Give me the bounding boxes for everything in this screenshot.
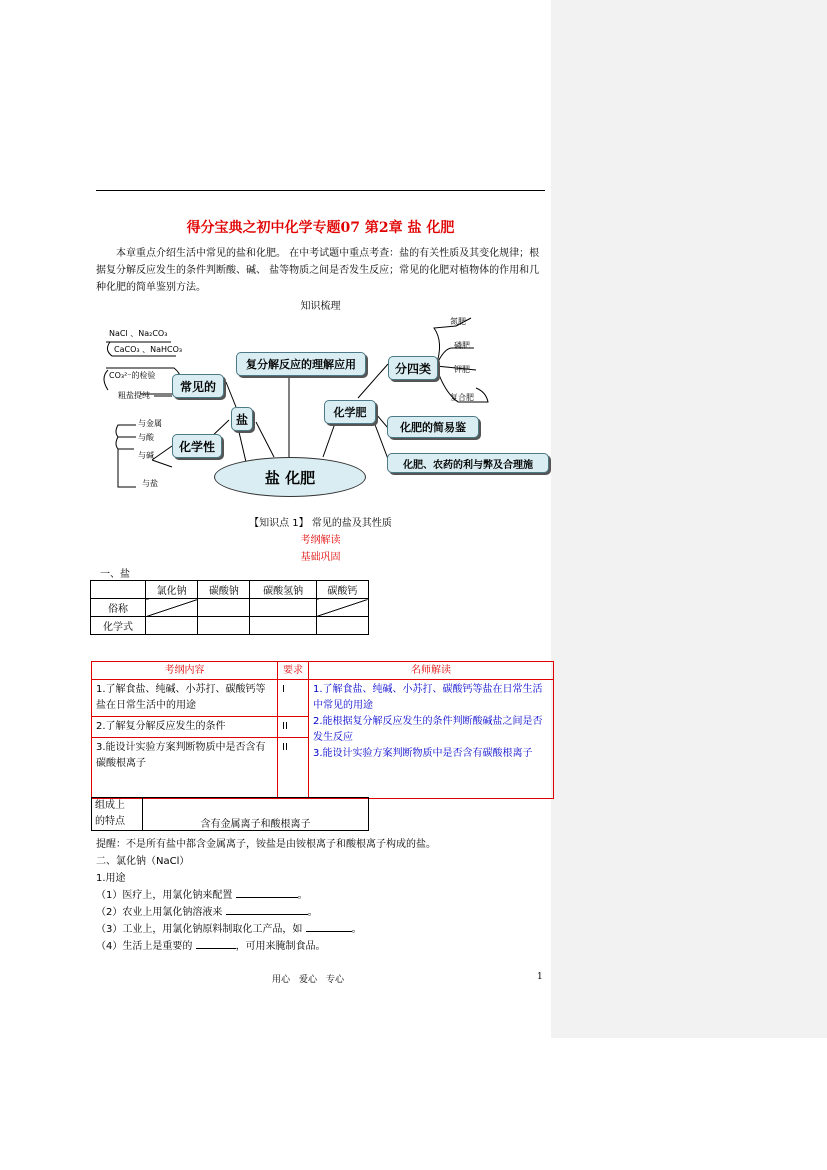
section-two: 二、氯化钠（NaCl） [96,856,190,867]
intro-paragraph [96,245,548,296]
blank-field[interactable] [306,921,352,932]
use-3-end: 。 [351,924,362,935]
kp1-heading: 【知识点 1】 常见的盐及其性质 [249,518,392,529]
section-one: 一、盐 [100,569,130,580]
intro-text: 本章重点介绍生活中常见的盐和化肥。 在中考试题中重点考查：盐的有关性质及其变化规律；根据复分解反应发生的条件判断酸、碱、 盐等物质之间是否发生反应；常见的化肥对植物体的作用和几种化肥的简单鉴别方法。 [96,248,540,293]
use-3 [96,920,362,935]
fujie-box: 复分解反应的理解应用 [236,352,366,376]
note-1: 1.了解食盐、纯碱、小苏打、碳酸钙等盐在日常生活中常见的用途 [313,684,543,711]
outline-content: 1.了解食盐、纯碱、小苏打、碳酸钙等盐在日常生活中的用途 [92,680,278,717]
table-row [91,617,369,635]
table-header: 氯化钠 [146,581,198,599]
table-cell [250,617,316,635]
tip-text: 提醒：不是所有盐中都含金属离子，铵盐是由铵根离子和酸根离子构成的盐。 [96,839,436,850]
section-title: 知识梳理 [300,301,341,312]
header-rule [96,190,545,191]
use-4 [96,937,326,952]
table-row [92,662,554,680]
table-cell [146,599,198,617]
prop-base: 与碱 [138,451,154,460]
page-number: 1 [537,972,543,982]
outline-content: 2.了解复分解反应发生的条件 [92,717,278,738]
table-header: 碳酸氢钠 [250,581,316,599]
mind-map [96,312,556,502]
jianbie-box: 化肥的简易鉴 [387,416,479,438]
prop-metal: 与金属 [138,419,162,428]
use-4-text: （4）生活上是重要的 [96,941,193,952]
outline-req: II [278,738,309,799]
fert-k: 钾肥 [454,365,470,374]
fert-p: 磷肥 [454,341,470,350]
blank-field[interactable] [236,887,298,898]
caco3-label: CaCO₃ 、NaHCO₃ [114,345,183,354]
use-1-text: （1）医疗上，用氯化钠来配置 [96,890,233,901]
table-header: 碳酸钠 [198,581,250,599]
composition-label [92,798,143,831]
table-cell [91,581,146,599]
center-ellipse: 盐 化肥 [214,457,366,497]
table-cell [316,599,368,617]
table-cell [316,617,368,635]
use-1 [96,886,308,901]
blank-field[interactable] [196,938,236,949]
composition-value: 含有金属离子和酸根离子 [143,798,369,831]
document-title: 得分宝典之初中化学专题07 第2章 盐 化肥 [186,220,455,236]
table-row [92,680,554,717]
use-title: 1.用途 [96,873,126,884]
table-header: 考纲内容 [92,662,278,680]
salt-table [90,580,369,635]
use-2-end: 。 [307,907,318,918]
table-row [91,581,369,599]
outline-content: 3.能设计实验方案判断物质中是否含有碳酸根离子 [92,738,278,799]
row-label: 俗称 [91,599,146,617]
nacl-label: NaCl 、Na₂CO₃ [109,329,168,338]
prop-acid: 与酸 [138,433,154,442]
footer-motto: 用心 爱心 专心 [272,975,345,985]
prop-salt: 与盐 [142,479,158,488]
use-4-end: ，可用来腌制食品。 [235,941,326,952]
salt-purify-label: 粗盐提纯 [118,391,150,400]
table-header: 碳酸钙 [316,581,368,599]
exam-table [91,661,554,799]
row-label: 化学式 [91,617,146,635]
table-row [91,599,369,617]
kaogang-heading: 考纲解读 [300,535,341,546]
fert-compound: 复合肥 [450,393,474,402]
teacher-notes [309,680,554,799]
outline-req: I [278,680,309,717]
table-cell [198,617,250,635]
note-2: 2.能根据复分解反应发生的条件判断酸碱盐之间是否发生反应 [313,716,543,743]
table-cell [146,617,198,635]
blank-field[interactable] [226,904,308,915]
composition-table [91,797,369,831]
note-3: 3.能设计实验方案判断物质中是否含有碳酸根离子 [313,748,533,759]
table-cell [198,599,250,617]
outline-req: II [278,717,309,738]
table-header: 要求 [278,662,309,680]
use-2 [96,903,318,918]
fert-n: 氮肥 [450,317,466,326]
composition-label-2: 的特点 [95,816,125,827]
table-cell [250,599,316,617]
yan-box: 盐 [231,407,253,431]
changjian-box: 常见的 [172,374,224,398]
liyong-box: 化肥、农药的利与弊及合理施 [387,453,549,473]
co3-test-label: CO₃²⁻的检验 [109,371,156,380]
use-3-text: （3）工业上，用氯化钠原料制取化工产品，如 [96,924,303,935]
use-2-text: （2）农业上用氯化钠溶液来 [96,907,223,918]
comment-pane [551,0,827,1038]
composition-label-1: 组成上 [95,800,125,811]
jichu-heading: 基础巩固 [300,552,341,563]
use-1-end: 。 [297,890,308,901]
huaxuexing-box: 化学性 [172,434,222,458]
table-row [92,798,369,831]
huafei-box: 化学肥 [324,400,376,424]
table-header: 名师解读 [309,662,554,680]
fensi-box: 分四类 [388,356,438,380]
